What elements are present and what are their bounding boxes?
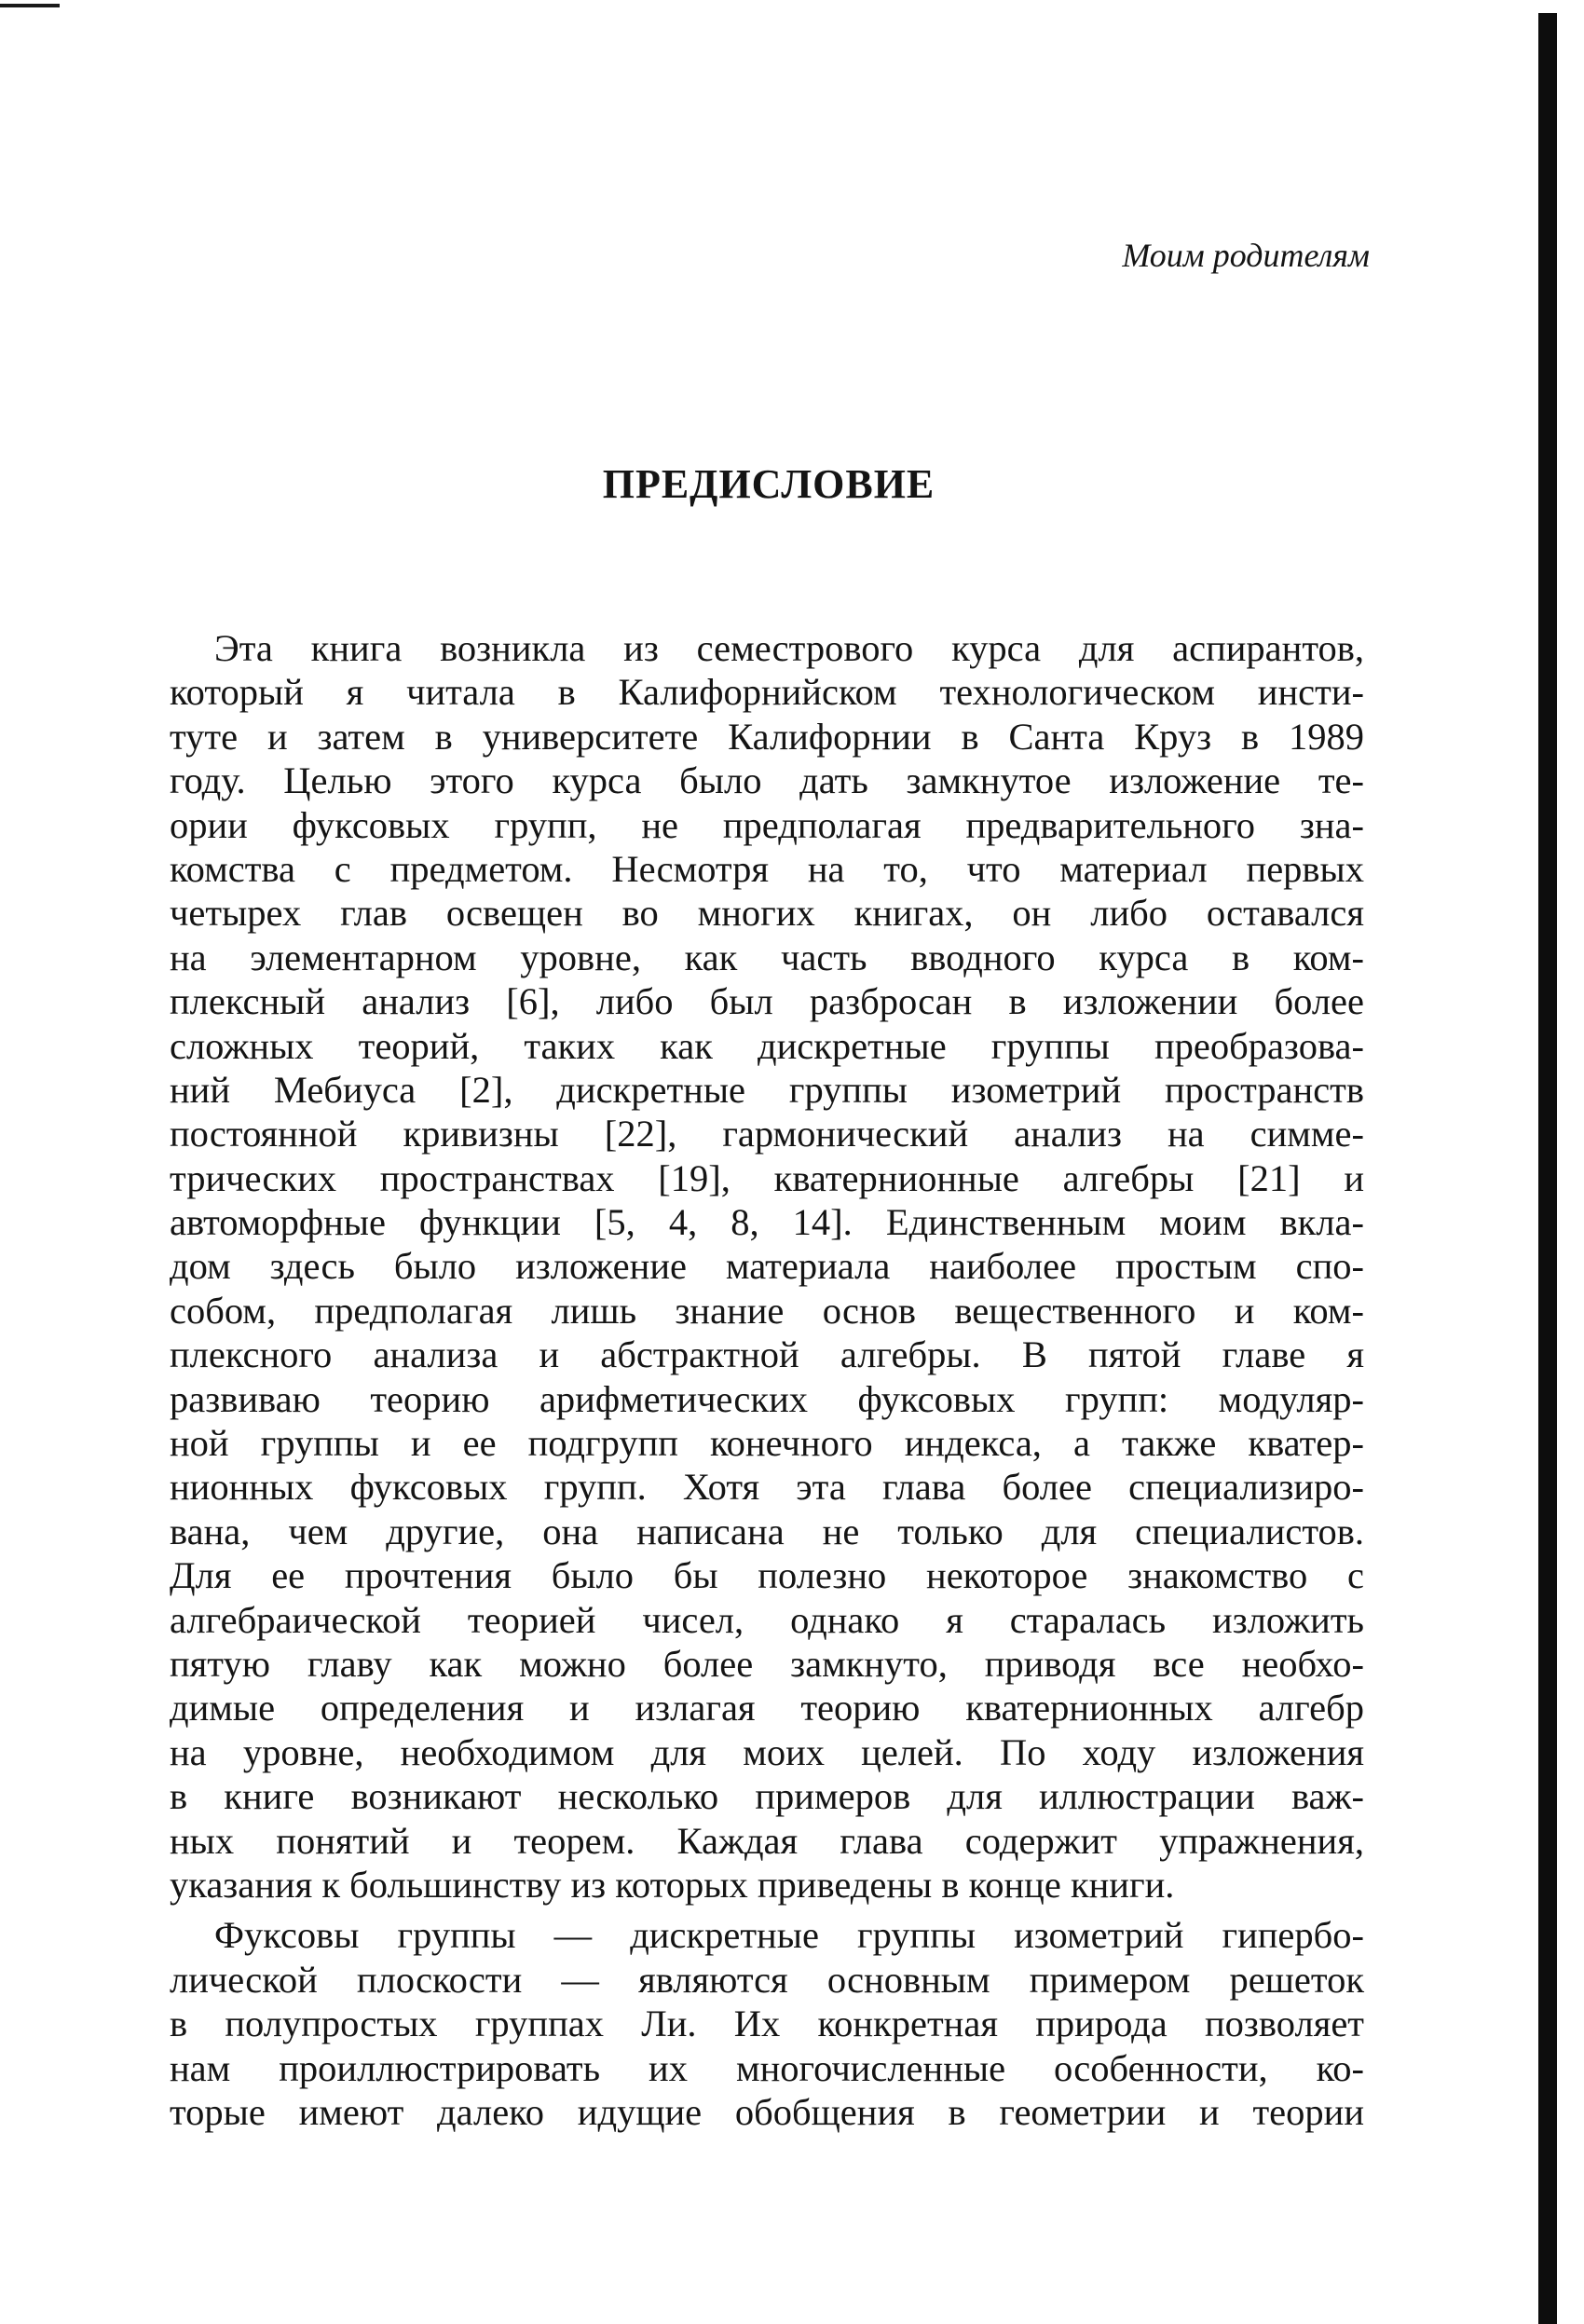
text-line: комства с предметом. Несмотря на то, что материал первых — [170, 847, 1364, 890]
text-line: алгебраической теорией чисел, однако я старалась изложить — [170, 1598, 1364, 1641]
text-line: пятую главу как можно более замкнуто, приводя все необхо- — [170, 1642, 1364, 1685]
text-line: димые определения и излагая теорию кватернионных алгебр — [170, 1687, 1364, 1729]
text-line: ории фуксовых групп, не предполагая предварительного зна- — [170, 803, 1364, 846]
text-line: в полупростых группах Ли. Их конкретная природа позволяет — [170, 2003, 1364, 2045]
text-line: сложных теорий, таких как дискретные группы преобразова- — [170, 1024, 1364, 1067]
text-line: нионных фуксовых групп. Хотя эта глава более специализиро- — [170, 1466, 1364, 1509]
text-line: Эта книга возникла из семестрового курса для аспирантов, — [214, 627, 1364, 669]
text-line: лической плоскости — являются основным примером решеток — [170, 1958, 1364, 2001]
text-line: развиваю теорию арифметических фуксовых групп: модуляр- — [170, 1377, 1364, 1420]
text-line: ной группы и ее подгрупп конечного индекса, а также кватер- — [170, 1422, 1364, 1465]
page-title: ПРЕДИСЛОВИЕ — [602, 461, 935, 507]
text-line: дом здесь было изложение материала наиболее простым спо- — [170, 1245, 1364, 1288]
text-line: торые имеют далеко идущие обобщения в геометрии и теории — [170, 2090, 1364, 2133]
text-line: четырех глав освещен во многих книгах, он либо оставался — [170, 892, 1364, 935]
text-line: Для ее прочтения было бы полезно некоторое знакомство с — [170, 1554, 1364, 1597]
text-line: на уровне, необходимом для моих целей. По ходу изложения — [170, 1730, 1364, 1773]
text-line: постоянной кривизны [22], гармонический анализ на симме- — [170, 1113, 1364, 1155]
text-line: нам проиллюстрировать их многочисленные особенности, ко- — [170, 2046, 1364, 2089]
text-line: туте и затем в университете Калифорнии в Санта Круз в 1989 — [170, 715, 1364, 758]
text-line: году. Целью этого курса было дать замкнутое изложение те- — [170, 759, 1364, 802]
text-line: плексного анализа и абстрактной алгебры. В пятой главе я — [170, 1333, 1364, 1376]
text-line: Фуксовы группы — дискретные группы изометрий гипербо- — [214, 1914, 1364, 1957]
text-line: который я читала в Калифорнийском технологическом инсти- — [170, 671, 1364, 714]
text-line: вана, чем другие, она написана не только для специалистов. — [170, 1510, 1364, 1552]
text-line: трических пространствах [19], кватернионные алгебры [21] и — [170, 1156, 1364, 1199]
scan-edge-bar — [1538, 13, 1557, 2324]
text-line: собом, предполагая лишь знание основ вещественного и ком- — [170, 1289, 1364, 1332]
scan-corner-mark — [0, 4, 60, 7]
paragraph-gap — [170, 1907, 1364, 1913]
text-line: на элементарном уровне, как часть вводного курса в ком- — [170, 936, 1364, 978]
text-line: указания к большинству из которых приведены в конце книги. — [170, 1863, 1175, 1906]
text-line: ных понятий и теорем. Каждая глава содержит упражнения, — [170, 1819, 1364, 1862]
paragraph-1 — [170, 626, 1364, 1907]
text-line: ний Мебиуса [2], дискретные группы изометрий пространств — [170, 1068, 1364, 1111]
text-line: автоморфные функции [5, 4, 8, 14]. Единственным моим вкла- — [170, 1201, 1364, 1244]
text-line: в книге возникают несколько примеров для иллюстрации важ- — [170, 1775, 1364, 1818]
text-line: плексный анализ [6], либо был разбросан в изложении более — [170, 980, 1364, 1023]
paragraph-2 — [170, 1913, 1364, 2134]
dedication: Моим родителям — [1122, 237, 1370, 274]
body-text — [170, 626, 1364, 2134]
